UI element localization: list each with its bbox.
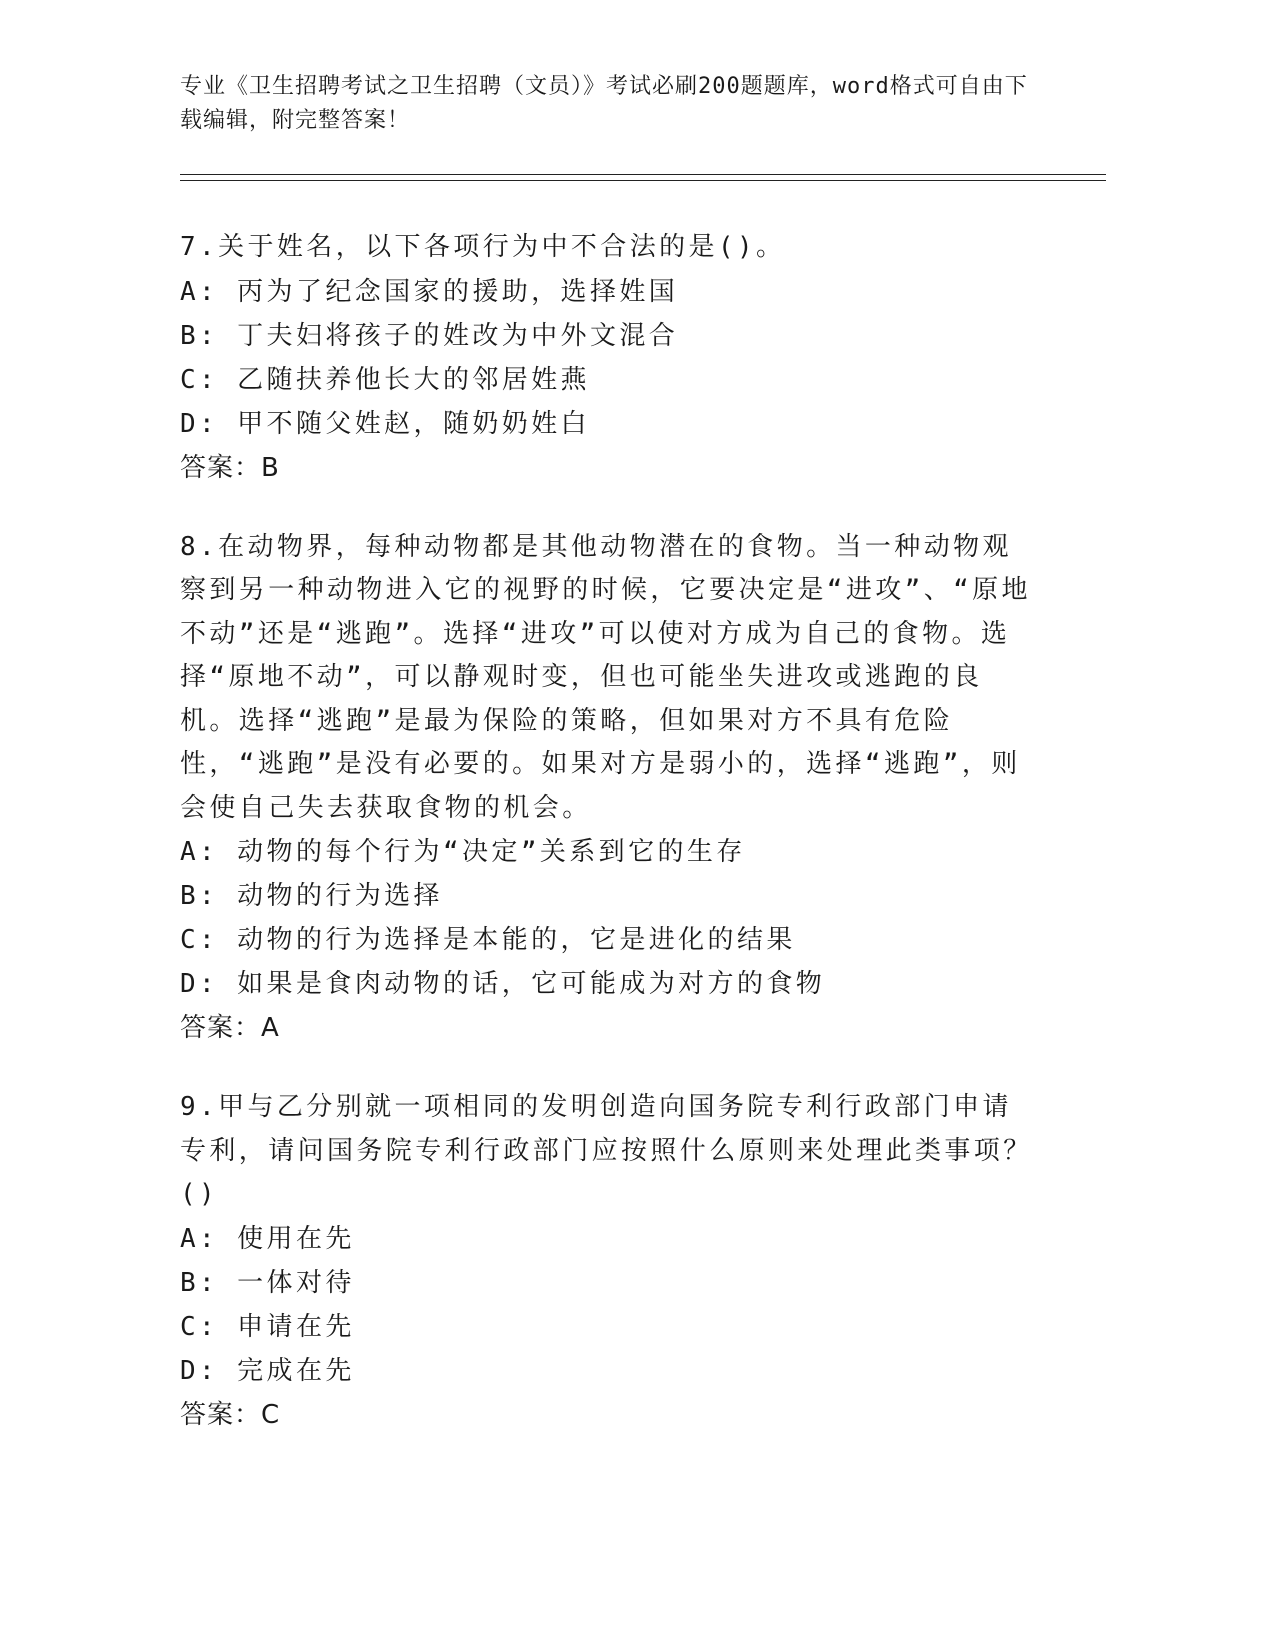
question-list (180, 226, 1040, 1473)
document-header: 专业《卫生招聘考试之卫生招聘（文员）》考试必刷200题题库，word格式可自由下载编辑，附完整答案！ (180, 74, 1028, 133)
option-c: C: 乙随扶养他长大的邻居姓燕 (180, 364, 590, 395)
question-9 (180, 1086, 1040, 1437)
option-a: A: 动物的每个行为“决定”关系到它的生存 (180, 837, 746, 867)
option-d: D: 完成在先 (180, 1355, 355, 1386)
answer-line: 答案：C (180, 1399, 281, 1430)
option-b: B: 一体对待 (180, 1267, 355, 1298)
header-divider-top (180, 174, 1106, 175)
answer-line: 答案：A (180, 1013, 280, 1043)
option-c: C: 申请在先 (180, 1311, 355, 1342)
answer-line: 答案：B (180, 452, 280, 483)
option-c: C: 动物的行为选择是本能的，它是进化的结果 (180, 925, 796, 955)
header-divider-bottom (180, 180, 1106, 181)
option-d: D: 甲不随父姓赵，随奶奶姓白 (180, 408, 590, 439)
question-7 (180, 226, 1040, 490)
option-b: B: 丁夫妇将孩子的姓改为中外文混合 (180, 320, 679, 351)
question-stem: 9.甲与乙分别就一项相同的发明创造向国务院专利行政部门申请专利，请问国务院专利行政部门应按照什么原则来处理此类事项？() (180, 1092, 1033, 1209)
option-a: A: 使用在先 (180, 1223, 355, 1254)
question-8 (180, 526, 1040, 1051)
option-a: A: 丙为了纪念国家的援助，选择姓国 (180, 276, 679, 307)
question-stem: 7.关于姓名，以下各项行为中不合法的是()。 (180, 232, 786, 262)
option-b: B: 动物的行为选择 (180, 881, 443, 911)
option-d: D: 如果是食肉动物的话，它可能成为对方的食物 (180, 969, 826, 999)
question-stem: 8.在动物界，每种动物都是其他动物潜在的食物。当一种动物观察到另一种动物进入它的视野的时候，它要决定是“进攻”、“原地不动”还是“逃跑”。选择“进攻”可以使对方成为自己的食物。选择“原地不动”，可以静观时变，但也可能坐失进攻或逃跑的良机。选择“逃跑”是最为保险的策略，但如果对方不具有危险性，“逃跑”是没有必要的。如果对方是弱小的，选择“逃跑”，则会使自己失去获取食物的机会。 (180, 531, 1031, 823)
